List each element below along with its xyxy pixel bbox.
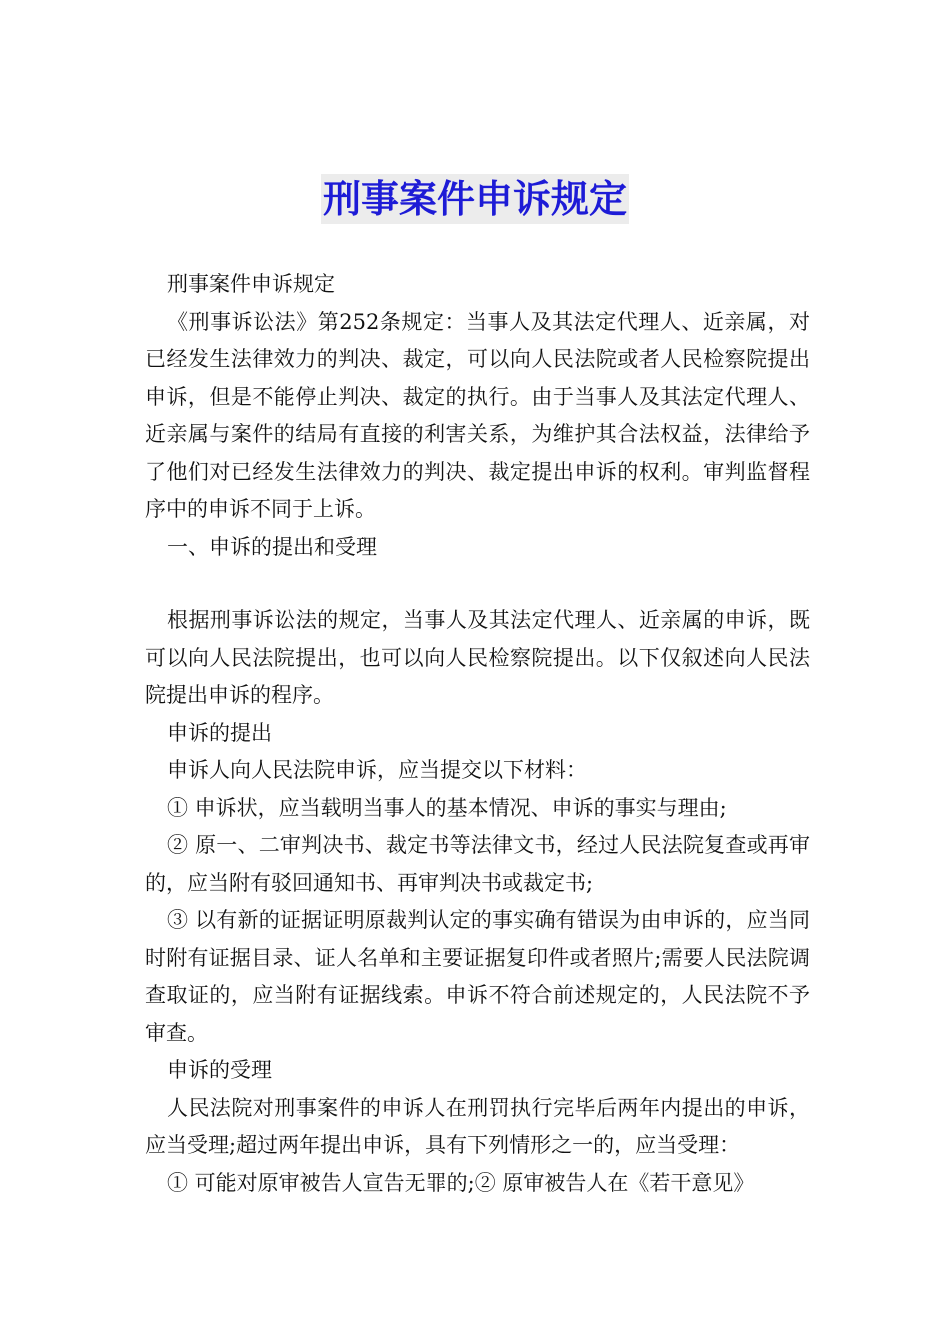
list-item-3: ③ 以有新的证据证明原裁判认定的事实确有错误为由申诉的，应当同时附有证据目录、证人名单和主要证据复印件或者照片;需要人民法院调查取证的，应当附有证据线索。申诉不符合前述规定的，人民法院不予审查。 bbox=[145, 908, 810, 1045]
paragraph-materials: 申诉人向人民法院申诉，应当提交以下材料： bbox=[167, 758, 587, 782]
paragraph-intro: 根据刑事诉讼法的规定，当事人及其法定代理人、近亲属的申诉，既可以向人民法院提出，也可以向人民检察院提出。以下仅叙述向人民法院提出申诉的程序。 bbox=[145, 608, 810, 707]
subheading-submission: 申诉的提出 bbox=[167, 720, 272, 745]
blank-line bbox=[145, 566, 810, 602]
paragraph-heading: 刑事案件申诉规定 bbox=[167, 272, 335, 296]
list-item-1: ① 申诉状，应当载明当事人的基本情况、申诉的事实与理由; bbox=[167, 795, 727, 820]
paragraph-acceptance: 人民法院对刑事案件的申诉人在刑罚执行完毕后两年内提出的申诉，应当受理;超过两年提出申诉，具有下列情形之一的，应当受理： bbox=[145, 1095, 810, 1157]
title-container bbox=[0, 174, 950, 224]
section-heading-1: 一、申诉的提出和受理 bbox=[167, 534, 377, 559]
document-title: 刑事案件申诉规定 bbox=[321, 174, 629, 224]
paragraph-conditions: ① 可能对原审被告人宣告无罪的;② 原审被告人在《若干意见》 bbox=[167, 1170, 755, 1195]
document-body bbox=[145, 266, 810, 1202]
subheading-acceptance: 申诉的受理 bbox=[167, 1058, 272, 1082]
list-item-2: ② 原一、二审判决书、裁定书等法律文书，经过人民法院复查或再审的，应当附有驳回通知书、再审判决书或裁定书; bbox=[145, 833, 810, 895]
paragraph-law-article: 《刑事诉讼法》第252条规定：当事人及其法定代理人、近亲属，对已经发生法律效力的判决、裁定，可以向人民法院或者人民检察院提出申诉，但是不能停止判决、裁定的执行。由于当事人及其法定代理人、近亲属与案件的结局有直接的利害关系，为维护其合法权益，法律给予了他们对已经发生法律效力的判决、裁定提出申诉的权利。审判监督程序中的申诉不同于上诉。 bbox=[145, 309, 810, 521]
